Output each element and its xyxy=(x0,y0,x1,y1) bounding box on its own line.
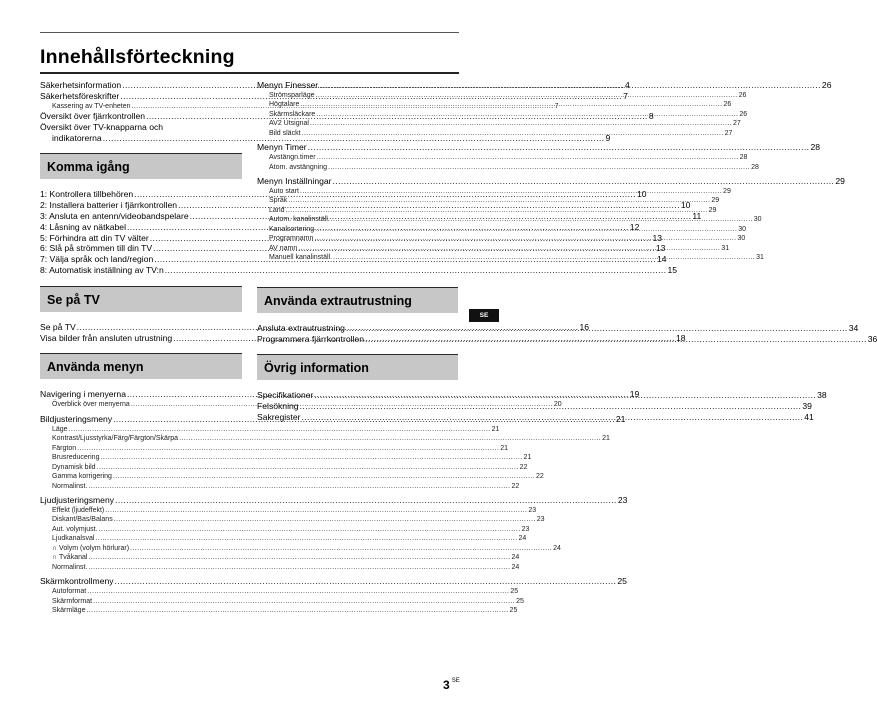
toc-entry-text: Kontrast/Ljusstyrka/Färg/Färgton/Skärpa xyxy=(52,435,179,443)
toc-entry-title xyxy=(269,119,309,129)
toc-entry-text: 1: Kontrollera tillbehören xyxy=(40,189,134,200)
toc-page-number: 24 xyxy=(518,535,527,543)
toc-entry-text: 5: Förhindra att din TV välter xyxy=(40,232,149,243)
toc-entry-text: Översikt över TV-knapparna och xyxy=(40,121,164,132)
toc-entry-text: Avstängn.timer xyxy=(269,154,316,162)
toc-page-number: 28 xyxy=(810,142,821,153)
toc-entry-text: 3: Ansluta en antenn/videobandspelare xyxy=(40,211,189,222)
toc-entry-title xyxy=(52,506,104,516)
toc-entry-text: Visa bilder från ansluten utrustning xyxy=(40,332,173,343)
toc-page-number: 26 xyxy=(738,91,747,99)
dot-leader xyxy=(310,119,732,128)
toc-page-number: 23 xyxy=(521,525,530,533)
toc-subentry xyxy=(257,206,717,216)
page-title: Innehållsförteckning xyxy=(40,46,235,68)
toc-page-number: 7 xyxy=(623,90,628,101)
toc-entry-text: Dynamisk bild xyxy=(52,463,96,471)
toc-entry-text: Säkerhetsföreskrifter xyxy=(40,90,120,101)
toc-entry xyxy=(257,80,832,91)
toc-entry xyxy=(40,122,242,133)
toc-entry-title xyxy=(257,142,307,153)
dot-leader xyxy=(333,253,755,262)
toc-entry-text: Atom. avstängning xyxy=(269,163,327,171)
dot-leader xyxy=(87,587,509,596)
toc-page-number: 13 xyxy=(652,232,663,243)
toc-page-number: 7 xyxy=(554,102,559,110)
toc-entry-text: 6: Slå på strömmen till din TV xyxy=(40,243,153,254)
page-number xyxy=(443,678,460,692)
toc-page-number: 25 xyxy=(510,588,519,596)
toc-page-number: 23 xyxy=(617,495,628,506)
toc-entry-title xyxy=(52,534,94,544)
toc-entry-text: 4: Låsning av nätkabel xyxy=(40,221,127,232)
toc-page-number: 31 xyxy=(756,254,764,262)
toc-page-number: 29 xyxy=(723,187,731,195)
toc-page-number: 29 xyxy=(835,176,845,187)
dot-leader xyxy=(88,563,510,572)
dot-leader xyxy=(317,153,739,162)
toc-entry-text: AV2 Utsignal xyxy=(269,120,309,128)
toc-entry-title xyxy=(52,597,92,607)
toc-entry-text: Översikt över fjärrkontrollen xyxy=(40,111,146,122)
toc-entry-title xyxy=(40,233,149,244)
toc-entry-text: AV namn xyxy=(269,244,298,252)
page-lang: SE xyxy=(451,678,460,684)
dot-leader xyxy=(97,463,519,472)
toc-entry-title xyxy=(40,265,164,276)
toc-entry-text: Land xyxy=(269,206,285,214)
toc-entry-title xyxy=(52,587,86,597)
toc-entry-text: Auto start xyxy=(269,187,299,195)
toc-page-number: 19 xyxy=(629,389,640,400)
toc-entry-title xyxy=(40,211,189,222)
dot-leader xyxy=(179,434,601,443)
dot-leader xyxy=(328,163,750,172)
toc-subentry xyxy=(40,597,524,607)
toc-page-number: 16 xyxy=(579,321,590,332)
toc-page-number: 26 xyxy=(723,101,732,109)
section-heading-se-pa-tv: Se på TV xyxy=(40,286,242,312)
toc-group xyxy=(257,142,821,172)
toc-entry-text: Överblick över menyerna xyxy=(52,401,130,409)
toc-entry-title xyxy=(269,206,285,216)
toc-entry-title xyxy=(52,425,68,435)
toc-entry-title xyxy=(40,333,172,344)
dot-leader xyxy=(302,129,724,138)
toc-entry xyxy=(40,495,628,506)
section-heading-anvanda-menyn: Använda menyn xyxy=(40,353,242,379)
dot-leader xyxy=(365,334,867,344)
toc-page-number: 11 xyxy=(692,211,702,222)
toc-subentry xyxy=(40,482,520,492)
dot-leader xyxy=(300,187,722,196)
toc-entry-title xyxy=(257,390,313,401)
toc-entry-title xyxy=(40,80,121,91)
toc-page-number: 22 xyxy=(511,482,520,490)
toc-entry-title xyxy=(52,525,98,535)
toc-subentry xyxy=(40,553,520,563)
toc-entry-title xyxy=(40,111,145,122)
toc-entry-text: Diskant/Bas/Balans xyxy=(52,516,113,524)
toc-entry-text: Strömsparläge xyxy=(269,91,315,99)
toc-page-number: 4 xyxy=(625,80,630,90)
toc-page-number: 21 xyxy=(491,425,500,433)
dot-leader xyxy=(100,453,522,462)
toc-entry-text: Läge xyxy=(52,425,68,433)
title-rule xyxy=(40,72,459,74)
toc-page-number: 38 xyxy=(817,390,827,401)
toc-entry-text: Skärmsläckare xyxy=(269,110,316,118)
toc-entry-text: Skärmläge xyxy=(52,607,86,615)
toc-entry-title xyxy=(52,515,113,525)
dot-leader xyxy=(86,606,508,615)
toc-page-number: 25 xyxy=(509,607,518,615)
toc-page-number: 41 xyxy=(804,412,814,423)
toc-entry-title xyxy=(52,606,85,616)
toc-entry-title xyxy=(269,91,315,101)
toc-page-number: 29 xyxy=(711,197,720,205)
toc-page-number: 23 xyxy=(528,506,537,514)
toc-entry-text: Färgton xyxy=(52,444,77,452)
toc-entry-text: Språk xyxy=(269,197,288,205)
toc-page-number: 9 xyxy=(605,132,611,143)
toc-entry-title xyxy=(52,463,96,473)
dot-leader xyxy=(314,234,736,243)
toc-entry-title xyxy=(257,334,364,345)
toc-subentry xyxy=(40,525,530,535)
toc-entry-text: Brusreducering xyxy=(52,454,100,462)
toc-entry-title xyxy=(40,222,126,233)
toc-page-number: 21 xyxy=(602,435,610,443)
toc-entry-text: Ljudjusteringsmeny xyxy=(40,495,115,506)
toc-page-number: 25 xyxy=(617,576,627,587)
toc-entry-title xyxy=(269,153,316,163)
toc-page-number: 22 xyxy=(519,463,528,471)
toc-entry-title xyxy=(52,453,99,463)
dot-leader xyxy=(114,515,536,524)
toc-entry-title xyxy=(257,401,299,412)
toc-entry-title xyxy=(257,80,318,91)
toc-subentry xyxy=(40,534,527,544)
dot-leader xyxy=(288,196,710,205)
toc-entry-title xyxy=(52,444,76,454)
toc-page-number: 36 xyxy=(867,333,877,344)
toc-entry-text: Tvåkanal xyxy=(59,554,88,562)
toc-entry-title xyxy=(40,91,119,102)
toc-subentry xyxy=(257,110,748,120)
toc-entry-title xyxy=(269,215,330,225)
toc-page-number: 20 xyxy=(553,401,562,409)
toc-entry-text: Kanalsortering xyxy=(269,225,315,233)
toc-entry-title xyxy=(269,100,299,110)
dot-leader xyxy=(300,401,802,411)
toc-page-number: 21 xyxy=(500,444,508,452)
toc-group xyxy=(40,576,627,615)
headphones-icon: ∩ xyxy=(52,554,58,562)
toc-entry-text: 8: Automatisk inställning av TV:n xyxy=(40,265,164,276)
dot-leader xyxy=(286,206,708,215)
toc-entry-title xyxy=(40,189,133,200)
toc-entry-text: Ansluta extrautrustning xyxy=(257,322,345,333)
dot-leader xyxy=(300,100,722,109)
toc-page-number: 14 xyxy=(657,254,667,265)
toc-subentry xyxy=(40,515,545,525)
toc-entry-title xyxy=(52,400,130,410)
dot-leader xyxy=(331,215,753,224)
toc-subentry xyxy=(40,453,532,463)
toc-page-number: 21 xyxy=(523,454,532,462)
toc-page-number: 24 xyxy=(511,563,520,571)
toc-entry-title xyxy=(269,163,327,173)
dot-leader xyxy=(301,412,803,422)
toc-subentry xyxy=(257,119,741,129)
toc-entry-text: 2: Installera batterier i fjärrkontrollen xyxy=(40,200,178,211)
language-tab: SE xyxy=(469,309,499,322)
toc-entry-text: indikatorerna xyxy=(52,132,102,143)
dot-leader xyxy=(319,80,821,90)
toc-entry-text: Kassering av TV-enheten xyxy=(52,102,131,110)
toc-entry-text: Skärmkontrollmeny xyxy=(40,576,114,587)
toc-entry xyxy=(257,176,845,187)
toc-entry-title xyxy=(40,122,163,133)
dot-leader xyxy=(314,390,816,400)
toc-page-number: 23 xyxy=(536,516,545,524)
toc-entry-title xyxy=(257,176,332,187)
toc-subentry xyxy=(257,91,747,101)
toc-entry-title xyxy=(52,102,130,112)
toc-entry-text: 7: Välja språk och land/region xyxy=(40,254,154,265)
toc-entry-text: Se på TV xyxy=(40,321,76,332)
toc-entry-text: Aut. volymjust. xyxy=(52,525,98,533)
toc-subentry xyxy=(40,606,518,616)
toc-entry-title xyxy=(269,244,297,254)
toc-entry-title xyxy=(40,414,112,425)
toc-entry-title xyxy=(52,482,87,492)
toc-entry-text: Volym (volym hörlurar) xyxy=(59,544,130,552)
toc-entry-text: Navigering i menyerna xyxy=(40,389,126,400)
section-heading-ovrig-information: Övrig information xyxy=(257,354,458,380)
toc-group xyxy=(40,495,628,572)
toc-subentry xyxy=(40,472,544,482)
toc-entry-title xyxy=(269,129,301,139)
toc-entry-text: Säkerhetsinformation xyxy=(40,80,122,90)
dot-leader xyxy=(99,525,521,534)
toc-entry-title xyxy=(269,234,313,244)
toc-entry-title xyxy=(40,254,153,265)
toc-page-number: 18 xyxy=(675,332,686,343)
toc-page-number: 31 xyxy=(721,244,730,252)
toc-entry-text: Normalinst. xyxy=(52,482,88,490)
toc-entry-text: Programmera fjärrkontrollen xyxy=(257,333,364,344)
toc-page-number: 13 xyxy=(655,243,666,254)
toc-entry-title xyxy=(269,196,287,206)
toc-entry xyxy=(40,265,678,276)
toc-page-number: 8 xyxy=(648,111,654,122)
toc-subentry xyxy=(40,563,520,573)
toc-page-number: 24 xyxy=(553,544,561,552)
dot-leader xyxy=(93,597,515,606)
toc-page-number: 29 xyxy=(708,206,717,214)
dot-leader xyxy=(105,506,527,515)
toc-page-number: 34 xyxy=(848,322,859,333)
toc-entry-title xyxy=(52,472,112,482)
section-heading-komma-igang: Komma igång xyxy=(40,153,242,179)
title-top-rule xyxy=(40,32,459,33)
toc-page-number: 39 xyxy=(802,401,812,412)
dot-leader xyxy=(298,244,720,253)
toc-subentry xyxy=(40,506,537,516)
toc-entry-text: Högtalare xyxy=(269,101,300,109)
toc-page-number: 26 xyxy=(821,80,832,90)
toc-entry-title xyxy=(40,200,177,211)
dot-leader xyxy=(95,534,517,543)
toc-entry-title xyxy=(52,544,129,554)
dot-leader xyxy=(346,323,848,333)
toc-entry-text: Felsökning xyxy=(257,401,299,412)
toc-entry-title xyxy=(52,553,87,563)
toc-entry-title xyxy=(40,322,76,333)
toc-entry-text: Autom. kanalinställ. xyxy=(269,216,330,224)
toc-entry-text: Menyn Finesser xyxy=(257,80,319,90)
toc-page-number: 30 xyxy=(737,235,746,243)
toc-page-number: 28 xyxy=(751,163,759,171)
toc-entry-text: Skärmformat xyxy=(52,597,93,605)
dot-leader xyxy=(333,176,835,186)
dot-leader xyxy=(315,225,737,234)
dot-leader xyxy=(316,91,738,100)
page-number-value: 3 xyxy=(443,678,450,692)
toc-subentry xyxy=(257,153,748,163)
toc-subentry xyxy=(257,163,759,173)
toc-page-number: 26 xyxy=(739,110,748,118)
toc-page-number: 30 xyxy=(753,216,762,224)
toc-subentry xyxy=(257,129,733,139)
toc-page-number: 21 xyxy=(615,413,626,424)
toc-entry-title xyxy=(52,434,178,444)
toc-entry-text: Gamma korrigering xyxy=(52,473,112,481)
toc-entry-title xyxy=(40,243,152,254)
toc-page-number: 15 xyxy=(667,265,678,276)
toc-entry-title xyxy=(40,495,114,506)
toc-group xyxy=(257,80,832,138)
toc-entry-text: Normalinst. xyxy=(52,563,88,571)
toc-subentry xyxy=(40,444,508,454)
section-heading-extrautrustning: Använda extrautrustning xyxy=(257,287,458,313)
toc-entry-title xyxy=(269,225,314,235)
dot-leader xyxy=(113,472,535,481)
toc-entry-title xyxy=(52,563,87,573)
toc-entry-text: Ljudkanalsval xyxy=(52,535,95,543)
dot-leader xyxy=(115,576,617,586)
toc-page-number: 24 xyxy=(511,554,520,562)
toc-page-number: 30 xyxy=(738,225,747,233)
toc-page-number: 28 xyxy=(739,154,748,162)
toc-page-number: 27 xyxy=(733,120,741,128)
toc-entry-text: Sakregister xyxy=(257,412,301,423)
toc-subentry xyxy=(257,100,732,110)
toc-entry-title xyxy=(52,133,102,144)
toc-entry-text: Menyn Inställningar xyxy=(257,176,332,187)
toc-entry-title xyxy=(40,576,114,587)
toc-page-number: 12 xyxy=(629,221,640,232)
toc-entry-title xyxy=(257,412,300,423)
dot-leader xyxy=(88,553,510,562)
toc-page-number: 27 xyxy=(724,129,733,137)
toc-page-number: 10 xyxy=(636,189,647,200)
toc-entry xyxy=(40,576,627,587)
dot-leader xyxy=(130,544,552,553)
toc-page-number: 25 xyxy=(516,597,524,605)
toc-subentry xyxy=(40,587,519,597)
toc-entry-text: Menyn Timer xyxy=(257,142,307,153)
dot-leader xyxy=(69,425,491,434)
toc-entry xyxy=(257,142,821,153)
dot-leader xyxy=(115,495,617,505)
toc-entry-text: Effekt (ljudeffekt) xyxy=(52,506,105,514)
headphones-icon: ∩ xyxy=(52,544,58,552)
toc-entry-title xyxy=(257,323,345,334)
dot-leader xyxy=(308,142,810,152)
toc-entry-text: Specifikationer xyxy=(257,390,314,401)
dot-leader xyxy=(316,110,738,119)
toc-entry-text: Bild släckt xyxy=(269,129,301,137)
toc-entry-text: Programnamn xyxy=(269,235,314,243)
toc-entry-title xyxy=(40,389,126,400)
toc-subentry xyxy=(40,434,610,444)
toc-entry-title xyxy=(269,110,315,120)
toc-entry-text: Autoformat xyxy=(52,588,87,596)
dot-leader xyxy=(88,482,510,491)
toc-entry-text: Bildjusteringsmeny xyxy=(40,413,113,424)
toc-subentry xyxy=(40,425,500,435)
toc-entry-title xyxy=(269,187,299,197)
toc-entry-text: Manuell kanalinställ. xyxy=(269,254,333,262)
toc-subentry xyxy=(40,544,561,554)
toc-entry-title xyxy=(269,253,332,263)
toc-page-number: 22 xyxy=(536,473,544,481)
dot-leader xyxy=(77,444,499,453)
toc-subentry xyxy=(40,463,528,473)
toc-page-number: 10 xyxy=(680,200,691,211)
